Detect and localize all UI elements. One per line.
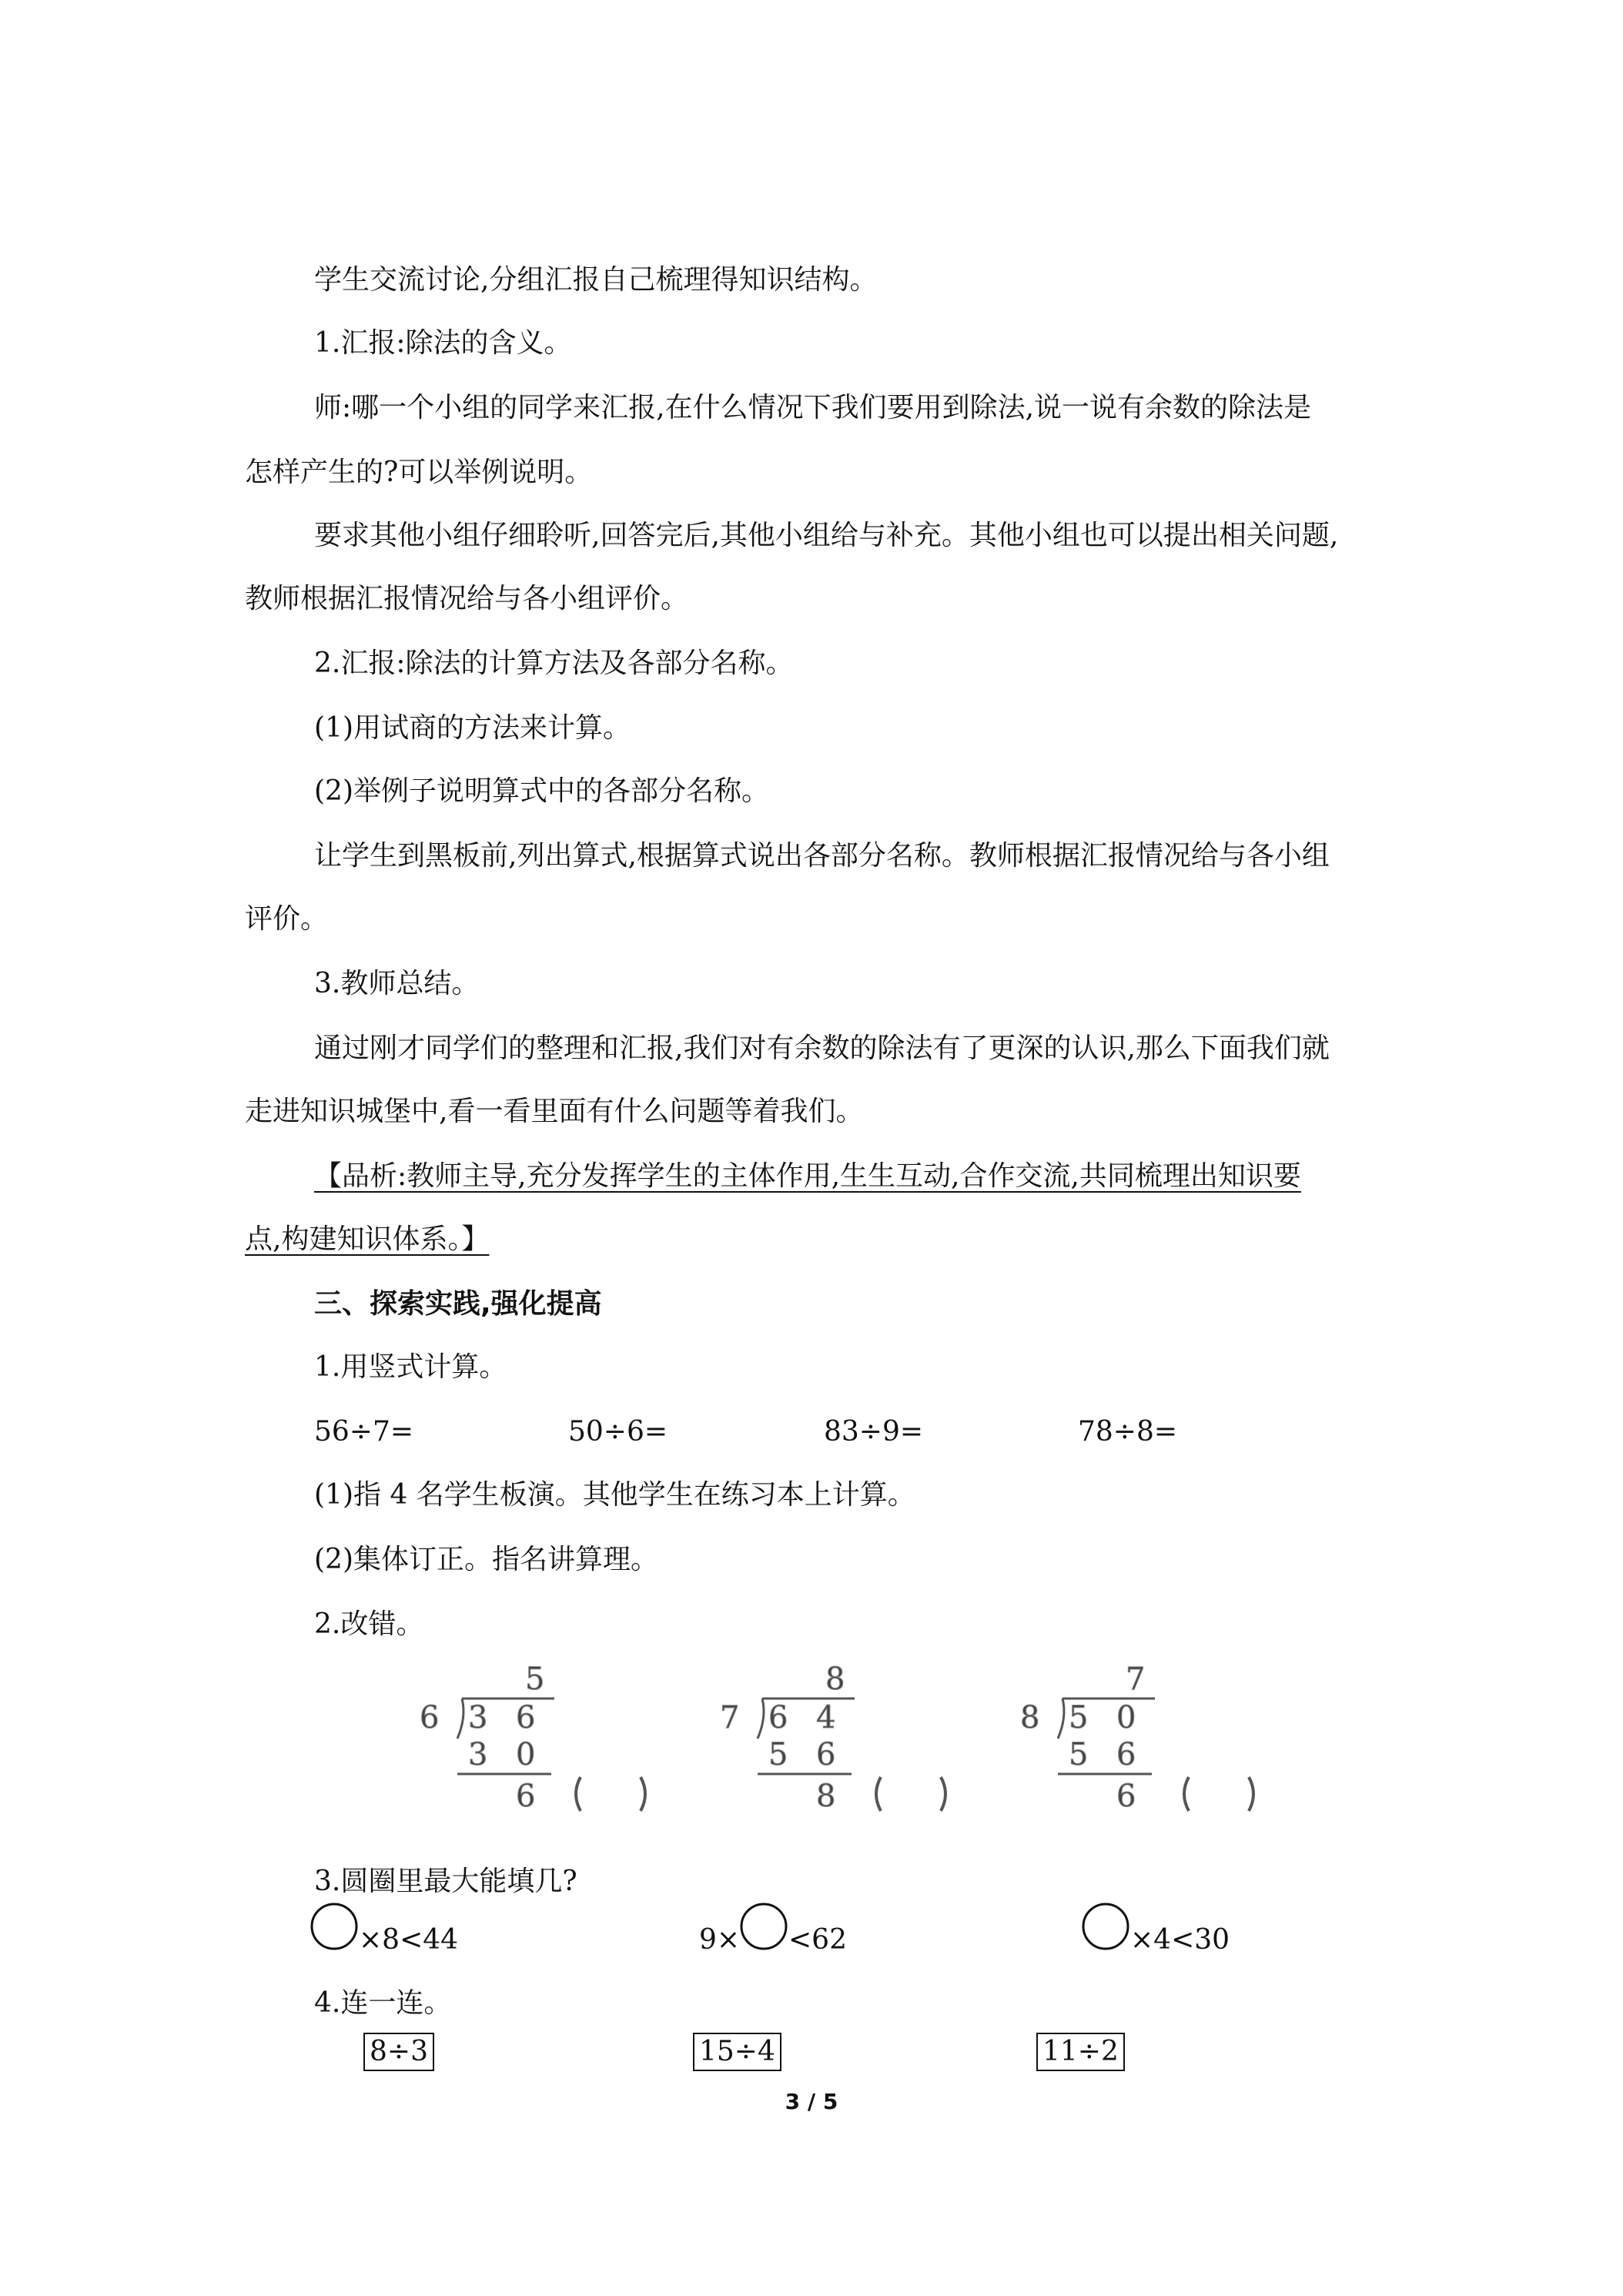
division-problem: 50÷6= [568, 1416, 668, 1448]
long-division [1016, 1655, 1201, 1809]
question-title: 2.改错。 [314, 1608, 424, 1640]
answer-parentheses [570, 1771, 662, 1817]
analysis-note: 点,构建知识体系。】 [245, 1223, 490, 1255]
inequality-text: <62 [788, 1924, 847, 1956]
inequality-text: ×4<30 [1130, 1924, 1230, 1956]
dividend-digit: 5 [1069, 1700, 1089, 1735]
division-problem: 83÷9= [824, 1416, 924, 1448]
paragraph: 学生交流讨论,分组汇报自己梳理得知识结构。 [314, 264, 878, 296]
blank-circle-icon [310, 1902, 359, 1951]
question-title: 4.连一连。 [314, 1987, 452, 2019]
section-heading: 三、探索实践,强化提高 [314, 1288, 602, 1320]
inequality-text: ×8<44 [359, 1924, 459, 1956]
match-box: 8÷3 [363, 2033, 434, 2071]
quotient: 5 [525, 1662, 545, 1697]
paragraph: 2.汇报:除法的计算方法及各部分名称。 [314, 648, 794, 679]
remainder: 6 [516, 1779, 536, 1809]
paragraph: (1)用试商的方法来计算。 [314, 712, 631, 744]
divisor: 8 [1020, 1700, 1040, 1735]
paragraph: 1.汇报:除法的含义。 [314, 327, 572, 359]
paragraph: 教师根据汇报情况给与各小组评价。 [245, 583, 689, 614]
blank-circle-icon [1081, 1902, 1130, 1951]
question-title: 1.用竖式计算。 [314, 1351, 507, 1383]
quotient: 7 [1126, 1662, 1146, 1697]
dividend-digit: 3 [468, 1700, 488, 1735]
product-digit: 0 [516, 1737, 536, 1772]
question-step: (2)集体订正。指名讲算理。 [314, 1544, 658, 1575]
paragraph: 通过刚才同学们的整理和汇报,我们对有余数的除法有了更深的认识,那么下面我们就 [314, 1033, 1330, 1064]
paragraph: 怎样产生的?可以举例说明。 [245, 457, 593, 488]
divisor: 7 [720, 1700, 740, 1735]
divisor: 6 [420, 1700, 440, 1735]
paragraph: (2)举例子说明算式中的各部分名称。 [314, 775, 769, 807]
product-digit: 6 [1116, 1737, 1136, 1772]
inequality-text: 9× [699, 1924, 741, 1956]
match-box: 11÷2 [1036, 2033, 1125, 2071]
analysis-note: 【品析:教师主导,充分发挥学生的主体作用,生生互动,合作交流,共同梳理出知识要 [314, 1160, 1301, 1192]
paragraph: 走进知识城堡中,看一看里面有什么问题等着我们。 [245, 1096, 864, 1127]
match-box: 15÷4 [693, 2033, 781, 2071]
product-digit: 5 [1069, 1737, 1089, 1772]
question-title: 3.圆圈里最大能填几? [314, 1866, 577, 1897]
division-problem: 56÷7= [314, 1416, 414, 1448]
paragraph: 让学生到黑板前,列出算式,根据算式说出各部分名称。教师根据汇报情况给与各小组 [314, 840, 1330, 872]
division-problem: 78÷8= [1078, 1416, 1178, 1448]
dividend-digit: 6 [516, 1700, 536, 1735]
dividend-digit: 4 [816, 1700, 836, 1735]
paragraph: 师:哪一个小组的同学来汇报,在什么情况下我们要用到除法,说一说有余数的除法是 [314, 392, 1312, 423]
answer-parentheses [1178, 1771, 1270, 1817]
product-digit: 3 [468, 1737, 488, 1772]
page-number: 3 / 5 [785, 2089, 838, 2114]
product-digit: 5 [768, 1737, 788, 1772]
remainder: 6 [1116, 1779, 1136, 1809]
dividend-digit: 0 [1116, 1700, 1136, 1735]
answer-parentheses [870, 1771, 962, 1817]
remainder: 8 [816, 1779, 836, 1809]
paragraph: 3.教师总结。 [314, 968, 480, 999]
dividend-digit: 6 [768, 1700, 788, 1735]
product-digit: 6 [816, 1737, 836, 1772]
quotient: 8 [825, 1662, 845, 1697]
paragraph: 评价。 [245, 903, 329, 935]
question-step: (1)指 4 名学生板演。其他学生在练习本上计算。 [314, 1479, 915, 1511]
paragraph: 要求其他小组仔细聆听,回答完后,其他小组给与补充。其他小组也可以提出相关问题, [314, 520, 1339, 551]
blank-circle-icon [739, 1902, 788, 1951]
